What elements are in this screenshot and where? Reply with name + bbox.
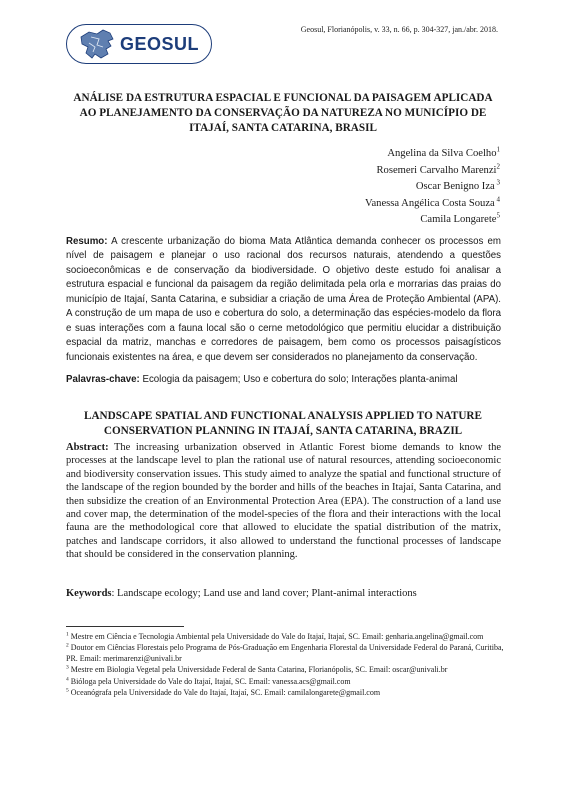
- footnote-marker: 4: [66, 675, 69, 682]
- author-line: [365, 146, 500, 163]
- author-footnote-marker: 5: [496, 211, 500, 220]
- footnote-marker: 3: [66, 664, 69, 671]
- logo-wordmark: GEOSUL: [120, 34, 200, 54]
- author-footnote-marker: 4: [494, 194, 500, 203]
- footnote-divider: [66, 626, 184, 627]
- author-name: Camila Longarete: [420, 214, 497, 225]
- footnote-text: Bióloga pela Universidade do Vale do Itajaí, Itajaí, SC. Email: vanessa.acs@gmail.com: [68, 676, 351, 686]
- footnotes: [66, 632, 506, 699]
- keywords-text: Ecologia da paisagem; Uso e cobertura do solo; Interações planta-animal: [139, 374, 458, 385]
- keywords-label: Keywords: [66, 588, 112, 599]
- footnote: [66, 677, 506, 688]
- footnote: [66, 688, 506, 699]
- abstract-text: A crescente urbanização do bioma Mata Atlântica demanda conhecer os processos em nível de paisagem e planejar o uso racional dos recursos naturais, atendendo a questões socioeconômicas e de conservação da biodiversidade. O objetivo deste estudo foi analisar a estrutura espacial e funcional da paisagem da região delimitada pela orla e morrarias das praias do município de Itajaí, Santa Catarina, e subsidiar a criação de uma Área de Proteção Ambiental (APA). A construção de um mapa de uso e cobertura do solo, a determinação das espécies-modelo da flora e suas interações com a fauna local são o cerne metodológico que permitiu elucidar a distribuição espacial da matriz, manchas e corredores de paisagem, bem como os processos paisagísticos funcionais existentes na área, e que devem ser considerados no planejamento da conservação.: [66, 236, 501, 363]
- abstract-label: Resumo:: [66, 236, 108, 247]
- author-name: Oscar Benigno Iza: [415, 181, 495, 192]
- author-footnote-marker: 1: [496, 145, 500, 154]
- author-line: [365, 212, 500, 229]
- author-line: [365, 196, 500, 213]
- geosul-logo: [66, 24, 212, 64]
- footnote-text: Mestre em Ciência e Tecnologia Ambiental pela Universidade do Vale do Itajaí, Itajaí, SC. Email: genharia.angelina@gmail.com: [68, 632, 484, 641]
- abstract-label: Abstract:: [66, 442, 109, 453]
- author-list: [365, 146, 500, 229]
- keywords-portuguese: [66, 373, 501, 387]
- keywords-english: [66, 587, 501, 600]
- footnote-marker: 1: [66, 631, 69, 638]
- author-line: [365, 179, 500, 196]
- journal-reference: Geosul, Florianópolis, v. 33, n. 66, p. 304-327, jan./abr. 2018.: [300, 25, 498, 34]
- author-name: Rosemeri Carvalho Marenzi: [376, 164, 497, 176]
- footnote-text: Oceanógrafa pela Universidade do Vale do Itajaí, Itajaí, SC. Email: camilalongarete@gmail.com: [68, 687, 381, 697]
- keywords-label: Palavras-chave:: [66, 374, 140, 385]
- footnote: [66, 665, 506, 676]
- footnote-text: Doutor em Ciências Florestais pelo Programa de Pós-Graduação em Engenharia Florestal da Universidade Federal do Paraná, Curitiba, PR. Email: merimarenzi@univali.br: [66, 643, 504, 664]
- footnote-text: Mestre em Biologia Vegetal pela Universidade Federal de Santa Catarina, Florianópolis, SC. Email: oscar@univali.br: [68, 665, 448, 675]
- author-footnote-marker: 2: [496, 161, 500, 170]
- keywords-text: : Landscape ecology; Land use and land cover; Plant-animal interactions: [111, 588, 417, 599]
- footnote: [66, 643, 506, 665]
- title-portuguese: ANÁLISE DA ESTRUTURA ESPACIAL E FUNCIONAL DA PAISAGEM APLICADA AO PLANEJAMENTO DA CONSERVAÇÃO DA NATUREZA NO MUNICÍPIO DE ITAJAÍ, SANTA CATARINA, BRASIL: [73, 92, 493, 134]
- map-icon: [75, 27, 117, 61]
- author-name: Vanessa Angélica Costa Souza: [365, 197, 495, 209]
- footnote: [66, 632, 506, 643]
- title-english: LANDSCAPE SPATIAL AND FUNCTIONAL ANALYSIS APPLIED TO NATURE CONSERVATION PLANNING IN ITAJAÍ, SANTA CATARINA, BRAZIL: [84, 410, 482, 437]
- author-footnote-marker: 3: [494, 178, 500, 187]
- author-line: [365, 163, 500, 180]
- author-name: Angelina da Silva Coelho: [387, 148, 497, 159]
- footnote-marker: 5: [66, 687, 69, 694]
- footnote-marker: 2: [66, 642, 69, 649]
- abstract-english: [66, 441, 501, 562]
- abstract-portuguese: [66, 235, 501, 365]
- abstract-text: The increasing urbanization observed in Atlantic Forest biome demands to know the processes at the landscape level to plan the rational use of natural resources, attending socioeconomic and biodiversity conservation issues. This study aimed to analyze the spatial and functional structure of the landscape of the region bounded by the border and hills of the beaches in Itajaí, Santa Catarina, and then subsidize the creation of an Environmental Protection Area (EPA). The construction of a land use and cover map, the determination of the model-species of the flora and their interactions with the local fauna are the methodological core that allowed to elucidate the spatial distribution of the matrix, patches and landscape corridors, it also allowed to understand the functional processes of landscape that should be considered in the conservation planning.: [66, 442, 501, 561]
